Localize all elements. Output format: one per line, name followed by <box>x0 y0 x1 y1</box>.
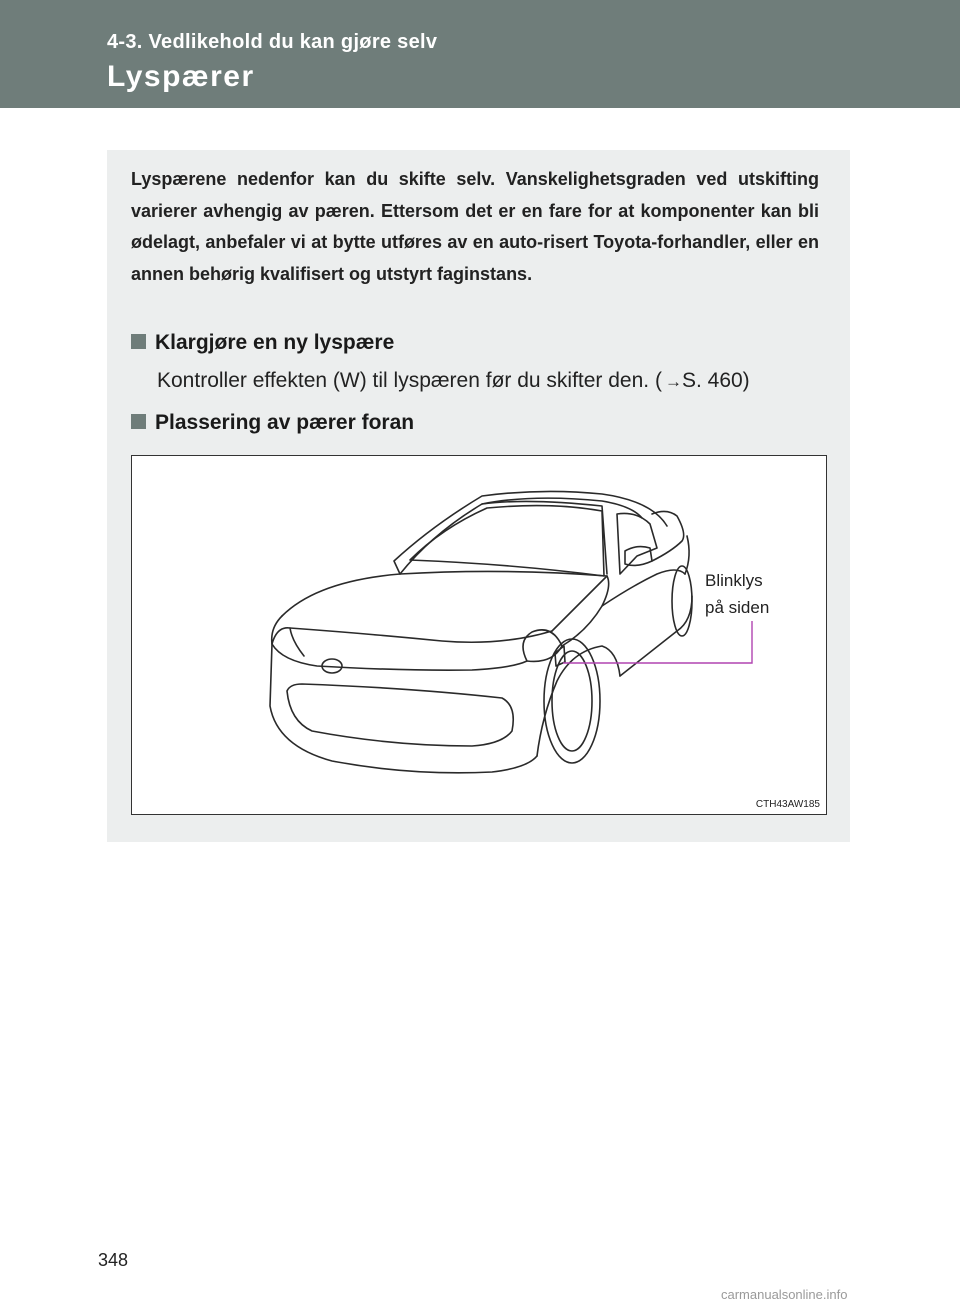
intro-paragraph: Lyspærene nedenfor kan du skifte selv. Vanskelighetsgraden ved utskifting varierer avhengig av pæren. Ettersom det er en fare for at komponenter kan bli ødelagt, anbefaler vi at bytte utføres av en auto-risert Toyota-forhandler, eller en annen behørig kvalifisert og utstyrt faginstans. <box>131 169 819 284</box>
car-figure <box>131 455 827 815</box>
square-bullet-icon <box>131 334 146 349</box>
page-header <box>0 0 960 108</box>
content-box <box>107 150 850 842</box>
instruction-text: Kontroller effekten (W) til lyspæren før du skifter den. ( <box>157 369 662 392</box>
page-title: Lyspærer <box>107 60 255 93</box>
figure-code: CTH43AW185 <box>755 799 820 810</box>
prepare-bulb-text <box>157 369 750 393</box>
subheading-text: Klargjøre en ny lyspære <box>155 331 395 354</box>
car-front-illustration <box>132 456 826 814</box>
subheading-front-bulbs <box>131 411 414 435</box>
arrow-right-icon: → <box>664 372 682 391</box>
callout-line-1: Blinklys <box>705 571 763 590</box>
subheading-text: Plassering av pærer foran <box>155 411 415 434</box>
square-bullet-icon <box>131 414 146 429</box>
watermark[interactable]: carmanualsonline.info <box>721 1287 848 1302</box>
callout-line-2: på siden <box>705 598 770 617</box>
subheading-prepare-bulb <box>131 331 394 355</box>
section-label: 4-3. Vedlikehold du kan gjøre selv <box>107 31 438 53</box>
callout-label <box>705 567 769 621</box>
page-number: 348 <box>98 1250 129 1270</box>
page-reference-link[interactable]: S. 460) <box>681 369 750 392</box>
